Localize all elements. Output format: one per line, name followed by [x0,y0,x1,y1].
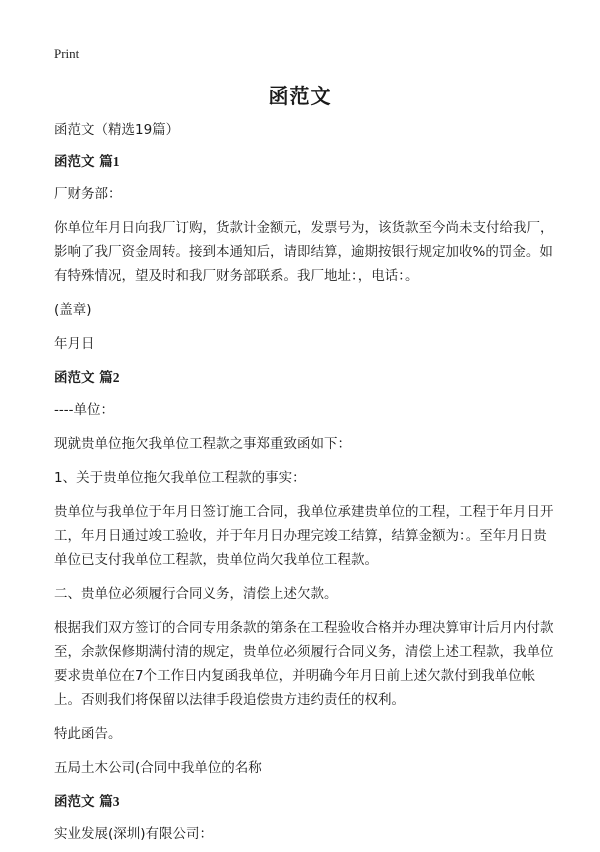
paragraph: 现就贵单位拖欠我单位工程款之事郑重致函如下： [54,436,351,452]
section-heading-title: 函范文 [54,370,95,386]
document-subtitle: 函范文（精选19篇） [54,122,180,138]
print-label: Print [54,46,80,61]
paragraph: 贵单位与我单位于年月日签订施工合同，我单位承建贵单位的工程，工程于年月日开工，年月日通过竣工验收，并于年月日办理完竣工结算，结算金额为：。至年月日贵单位已支付我单位工程款，贵单位尚欠我单位工程款。 [54,504,554,568]
section-heading-number: 篇3 [99,794,120,809]
paragraph: 实业发展(深圳)有限公司： [54,826,214,842]
paragraph: 年月日 [54,336,95,352]
section-heading-1 [54,150,554,174]
paragraph: 你单位年月日向我厂订购，货款计金额元，发票号为，该货款至今尚未支付给我厂，影响了我厂资金周转。接到本通知后，请即结算，逾期按银行规定加收%的罚金。如有特殊情况，望及时和我厂财务部联系。我厂地址：，电话：。 [54,220,554,284]
paragraph: ----单位： [54,402,114,418]
section-heading-number: 篇1 [99,154,120,169]
paragraph: 根据我们双方签订的合同专用条款的第条在工程验收合格并办理决算审计后月内付款至，余款保修期满付清的规定，贵单位必须履行合同义务，清偿上述工程款，我单位要求贵单位在7个工作日内复函我单位，并明确今年月日前上述欠款付到我单位帐上。否则我们将保留以法律手段追偿贵方违约责任的权利。 [54,620,554,708]
section-heading-2 [54,366,554,390]
paragraph: 二、贵单位必须履行合同义务，清偿上述欠款。 [54,586,338,602]
section-heading-number: 篇2 [99,370,120,385]
section-heading-3 [54,790,554,814]
paragraph: 五局土木公司(合同中我单位的名称 [54,760,262,776]
document-title: 函范文 [268,84,332,108]
section-heading-title: 函范文 [54,794,95,810]
paragraph: 1、关于贵单位拖欠我单位工程款的事实： [54,470,306,486]
paragraph: 厂财务部： [54,186,122,202]
document-body [54,118,554,852]
paragraph: (盖章) [54,302,92,318]
section-heading-title: 函范文 [54,154,95,170]
paragraph: 特此函告。 [54,726,122,742]
